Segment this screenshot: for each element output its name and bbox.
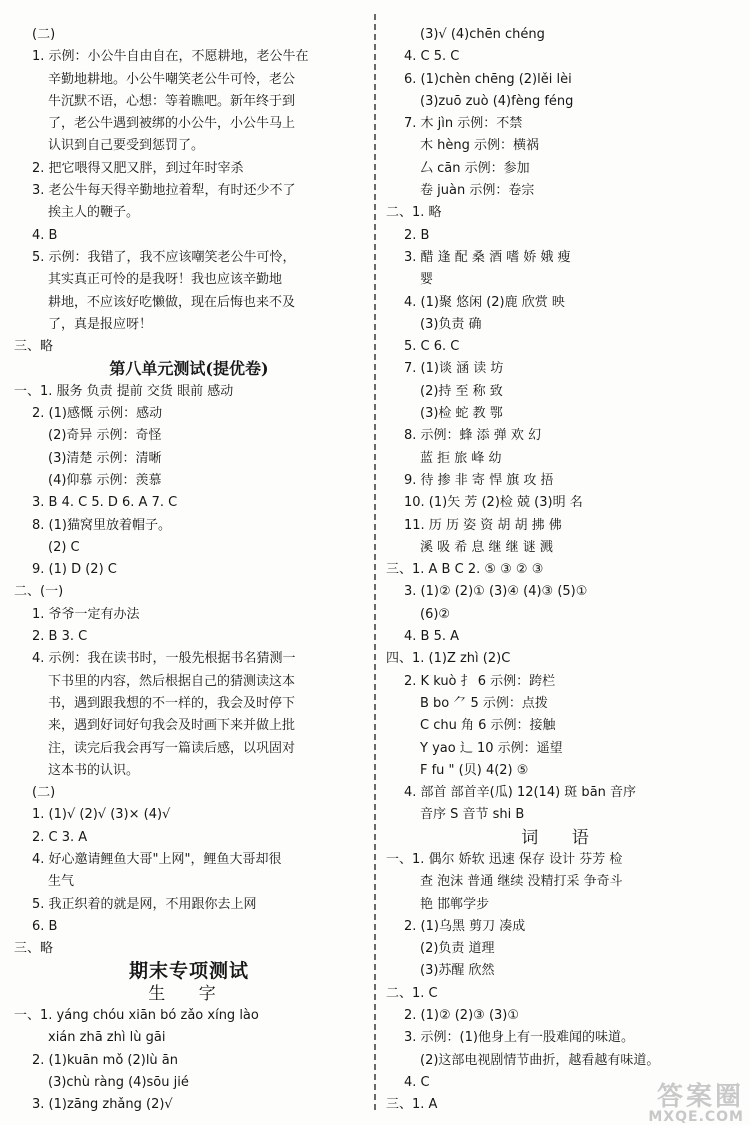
answer-line: (2)负责 道理 bbox=[420, 941, 495, 957]
left-column bbox=[14, 24, 364, 1117]
section-heading: 第八单元测试(提优卷) bbox=[109, 359, 269, 379]
section-heading: 期末专项测试 bbox=[128, 960, 249, 983]
answer-line: 了，真是报应呀！ bbox=[48, 316, 153, 332]
answer-line: 一、1. 服务 负责 提前 交货 眼前 感动 bbox=[14, 383, 234, 399]
answer-line: (2)这部电视剧情节曲折，越看越有味道。 bbox=[420, 1052, 660, 1068]
answer-line: 其实真正可怜的是我呀！我也应该辛勤地 bbox=[48, 272, 283, 288]
answer-line: 3. (1)zāng zhǎng (2)√ bbox=[32, 1097, 173, 1113]
answer-line: (3)zuō zuò (4)fèng féng bbox=[420, 93, 574, 109]
answer-line: 4. C bbox=[404, 1074, 430, 1090]
answer-line: xián zhā zhì lù gāi bbox=[48, 1030, 166, 1046]
answer-line: 木 hèng 示例：横祸 bbox=[420, 138, 539, 154]
answer-line: 认识到自己要受到惩罚了。 bbox=[48, 138, 205, 154]
answer-line: 7. (1)谈 涵 读 坊 bbox=[404, 361, 504, 377]
answer-line: Y yao 辶 10 示例：遥望 bbox=[420, 740, 563, 756]
answer-line: 挨主人的鞭子。 bbox=[48, 205, 140, 221]
section-heading: 词 语 bbox=[521, 827, 603, 848]
watermark-text: 答案圈 bbox=[656, 1082, 744, 1112]
answer-line: 1. 爷爷一定有办法 bbox=[32, 606, 140, 622]
watermark-logo bbox=[648, 1084, 744, 1124]
answer-line: 2. (1)kuān mǒ (2)lù ān bbox=[32, 1052, 179, 1068]
answer-line: (3)√ (4)chēn chéng bbox=[420, 27, 545, 42]
answer-line: (二) bbox=[32, 785, 56, 801]
answer-line: 3. 老公牛每天得辛勤地拉着犁，有时还少不了 bbox=[32, 183, 296, 199]
answer-line: 这本书的认识。 bbox=[48, 762, 140, 778]
answer-line: 三、略 bbox=[14, 941, 54, 957]
answer-line: 音序 S 音节 shi B bbox=[420, 807, 525, 823]
answer-line: 三、1. A bbox=[386, 1097, 438, 1113]
answer-line: (二) bbox=[32, 27, 56, 42]
answer-line: 4. 示例：我在读书时，一般先根据书名猜测一 bbox=[32, 651, 296, 667]
answer-line: 5. 我正织着的就是网，不用跟你去上网 bbox=[32, 896, 257, 912]
answer-line: 四、1. (1)Z zhì (2)C bbox=[386, 651, 511, 667]
column-divider bbox=[374, 14, 376, 1110]
answer-line: 11. 历 历 姿 资 胡 胡 拂 佛 bbox=[404, 517, 562, 533]
answer-line: 厶 cān 示例：参加 bbox=[420, 160, 530, 176]
answer-line: 三、略 bbox=[14, 339, 54, 355]
answer-line: 4. 好心邀请鲤鱼大哥"上网"，鲤鱼大哥却很 bbox=[32, 851, 282, 867]
answer-line: 耕地，不应该好吃懒做，现在后悔也来不及 bbox=[48, 294, 296, 310]
answer-line: 2. K kuò 扌 6 示例：跨栏 bbox=[404, 673, 556, 689]
answer-line: 生气 bbox=[48, 874, 75, 890]
answer-line: 5. 示例：我错了，我不应该嘲笑老公牛可怜， bbox=[32, 249, 296, 265]
answer-line: 一、1. 偶尔 娇软 迅速 保存 设计 芬芳 检 bbox=[386, 851, 623, 867]
answer-line: 3. (1)② (2)① (3)④ (4)③ (5)① bbox=[404, 584, 588, 600]
answer-line: 8. 示例：蜂 添 弹 欢 幻 bbox=[404, 428, 542, 444]
answer-line: 辛勤地耕地。小公牛嘲笑老公牛可怜，老公 bbox=[48, 71, 296, 87]
answer-line: 2. B bbox=[404, 227, 430, 243]
answer-line: 2. 把它喂得又肥又胖，到过年时宰杀 bbox=[32, 160, 244, 176]
answer-line: 2. (1)感慨 示例：感动 bbox=[32, 406, 163, 422]
answer-line: 二、1. 略 bbox=[386, 205, 442, 221]
answer-line: (3)苏醒 欣然 bbox=[420, 963, 495, 979]
answer-line: 4. C 5. C bbox=[404, 49, 460, 65]
answer-line: (3)检 蛇 教 鄂 bbox=[420, 406, 503, 422]
answer-line: 2. C 3. A bbox=[32, 829, 88, 845]
answer-line: 1. 示例：小公牛自由自在，不愿耕地，老公牛在 bbox=[32, 49, 309, 65]
answer-line: 3. B 4. C 5. D 6. A 7. C bbox=[32, 495, 178, 511]
answer-line: 二、1. C bbox=[386, 985, 438, 1001]
answer-line: F fu " (贝) 4(2) ⑤ bbox=[420, 762, 529, 778]
answer-line: 4. B bbox=[32, 227, 58, 243]
answer-line: 婴 bbox=[420, 272, 434, 288]
answer-line: 注，读完后我会再写一篇读后感，以巩固对 bbox=[48, 740, 296, 756]
answer-line: (3)chù ràng (4)sōu jié bbox=[48, 1074, 189, 1090]
answer-line: 二、(一) bbox=[14, 584, 64, 600]
answer-line: 三、1. A B C 2. ⑤ ③ ② ③ bbox=[386, 562, 544, 578]
answer-line: 溪 吸 希 息 继 继 谜 溅 bbox=[420, 539, 553, 555]
answer-line: 来，遇到好词好句我会及时画下来并做上批 bbox=[48, 718, 296, 734]
answer-line: 2. (1)乌黑 剪刀 凑成 bbox=[404, 918, 526, 934]
answer-line: 3. 示例：(1)他身上有一股难闻的味道。 bbox=[404, 1030, 634, 1046]
answer-line: 4. (1)聚 悠闲 (2)鹿 欣赏 映 bbox=[404, 294, 565, 310]
answer-line: 牛沉默不语，心想：等着瞧吧。新年终于到 bbox=[48, 93, 296, 109]
watermark-url: MXQE.COM bbox=[648, 1109, 744, 1125]
answer-line: 查 泡沫 普通 继续 没精打采 争奇斗 bbox=[420, 874, 623, 890]
answer-line: (2)奇异 示例：奇怪 bbox=[48, 428, 162, 444]
answer-line: B bo ⺈ 5 示例：点拨 bbox=[420, 695, 548, 711]
answer-line: 2. (1)② (2)③ (3)① bbox=[404, 1008, 520, 1024]
answer-line: 一、1. yáng chóu xiān bó zǎo xíng lào bbox=[14, 1008, 259, 1024]
answer-line: 9. (1) D (2) C bbox=[32, 562, 117, 578]
answer-line: 8. (1)猫窝里放着帽子。 bbox=[32, 517, 171, 533]
right-column bbox=[386, 24, 738, 1117]
answer-line: 下书里的内容，然后根据自己的猜测读这本 bbox=[48, 673, 296, 689]
answer-line: (4)仰慕 示例：羡慕 bbox=[48, 472, 162, 488]
answer-line: (3)负责 确 bbox=[420, 316, 482, 332]
section-heading: 生 字 bbox=[148, 983, 230, 1004]
answer-line: (2)持 至 称 致 bbox=[420, 383, 503, 399]
answer-line: 9. 待 掺 非 寄 悍 旗 攻 捂 bbox=[404, 472, 554, 488]
answer-line: 10. (1)矢 芳 (2)检 兢 (3)明 名 bbox=[404, 495, 583, 511]
answer-line: 2. B 3. C bbox=[32, 629, 88, 645]
answer-line: (2) C bbox=[48, 539, 80, 555]
answer-line: 书，遇到跟我想的不一样的，我会及时停下 bbox=[48, 695, 296, 711]
answer-line: 6. (1)chèn chēng (2)lěi lèi bbox=[404, 71, 572, 87]
answer-line: 3. 醋 逢 配 桑 酒 嗜 娇 娥 瘦 bbox=[404, 249, 571, 265]
answer-line: 1. (1)√ (2)√ (3)× (4)√ bbox=[32, 807, 171, 823]
answer-line: 卷 juàn 示例：卷宗 bbox=[420, 183, 535, 199]
answer-line: (6)② bbox=[420, 606, 451, 622]
answer-line: 4. 部首 部首辛(瓜) 12(14) 斑 bān 音序 bbox=[404, 785, 637, 801]
answer-line: 4. B 5. A bbox=[404, 629, 460, 645]
answer-line: 6. B bbox=[32, 918, 58, 934]
answer-line: 艳 邯郸学步 bbox=[420, 896, 490, 912]
answer-line: 蓝 拒 旅 峰 幼 bbox=[420, 450, 502, 466]
answer-line: 7. 木 jìn 示例：不禁 bbox=[404, 116, 523, 132]
answer-line: (3)清楚 示例：清晰 bbox=[48, 450, 162, 466]
answer-line: 了，老公牛遇到被绑的小公牛，小公牛马上 bbox=[48, 116, 296, 132]
answer-line: C chu 角 6 示例：接触 bbox=[420, 718, 556, 734]
answer-line: 5. C 6. C bbox=[404, 339, 460, 355]
